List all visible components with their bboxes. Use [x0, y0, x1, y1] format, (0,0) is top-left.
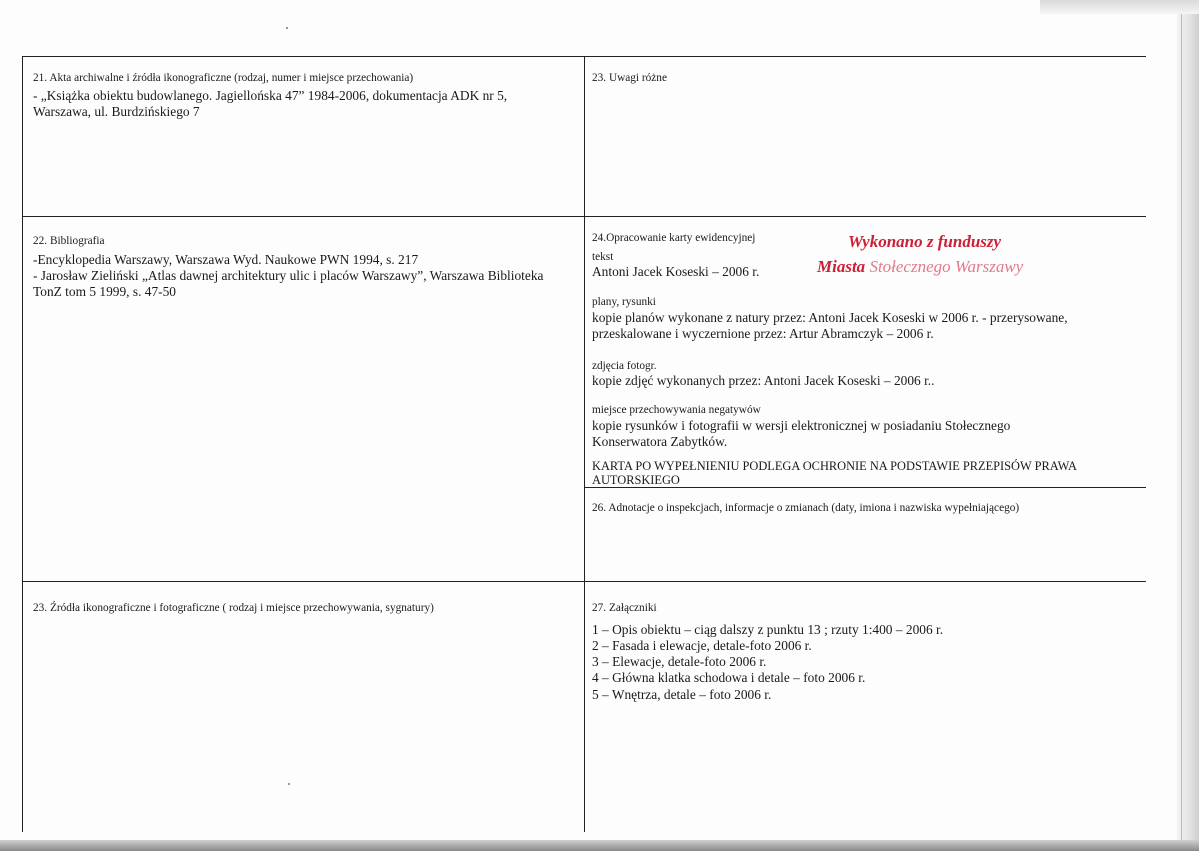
- copyright-notice-line-2: AUTORSKIEGO: [592, 473, 680, 487]
- row-divider-2: [22, 581, 1146, 582]
- funding-stamp-line-1: Wykonano z funduszy: [848, 232, 1002, 251]
- copyright-notice-line-1: KARTA PO WYPEŁNIENIU PODLEGA OCHRONIE NA PODSTAWIE PRZEPISÓW PRAWA: [592, 459, 1077, 473]
- bibliography-item-2: - Jarosław Zieliński „Atlas dawnej architektury ulic i placów Warszawy”, Warszawa Biblioteka: [33, 268, 544, 283]
- plans-line-1: kopie planów wykonane z natury przez: Antoni Jacek Koseski w 2006 r. - przerysowane,: [592, 310, 1068, 325]
- negatives-location-line-1: kopie rysunków i fotografii w wersji elektronicznej w posiadaniu Stołecznego: [592, 418, 1011, 433]
- attachment-item: 4 – Główna klatka schodowa i detale – foto 2006 r.: [592, 670, 866, 685]
- section-22-label: 22. Bibliografia: [33, 235, 105, 247]
- bibliography-item-1: -Encyklopedia Warszawy, Warszawa Wyd. Naukowe PWN 1994, s. 217: [33, 252, 419, 267]
- funding-stamp-capital: Stołecznego Warszawy: [869, 257, 1024, 276]
- negatives-location-line-2: Konserwatora Zabytków.: [592, 434, 728, 449]
- photos-value: kopie zdjęć wykonanych przez: Antoni Jacek Koseski – 2006 r..: [592, 373, 935, 388]
- bibliography-item-2-cont: TonZ tom 5 1999, s. 47-50: [33, 284, 177, 299]
- row-divider-1: [22, 216, 1146, 217]
- funding-stamp-line-2: [817, 257, 1023, 277]
- section-21-line-1: - „Książka obiektu budowlanego. Jagiellońska 47” 1984-2006, dokumentacja ADK nr 5,: [33, 88, 508, 103]
- column-divider: [584, 56, 585, 832]
- section-27-label: 27. Załączniki: [592, 602, 657, 614]
- attachment-item: 1 – Opis obiektu – ciąg dalszy z punktu 13 ; rzuty 1:400 – 2006 r.: [592, 622, 944, 637]
- negatives-location-label: miejsce przechowywania negatywów: [592, 404, 761, 416]
- page-bottom-shadow: [0, 840, 1199, 851]
- page-top-shadow: [1040, 0, 1199, 14]
- photos-label: zdjęcia fotogr.: [592, 360, 657, 372]
- section-26-label: 26. Adnotacje o inspekcjach, informacje o zmianach (daty, imiona i nazwiska wypełniającego): [592, 502, 1020, 514]
- section-23-remarks-label: 23. Uwagi różne: [592, 72, 667, 84]
- section-23-sources-label: 23. Źródła ikonograficzne i fotograficzne ( rodzaj i miejsce przechowywania, sygnatury): [33, 602, 434, 614]
- page-right-edge-line: [1181, 0, 1182, 851]
- plans-label: plany, rysunki: [592, 296, 656, 308]
- section-21-label: 21. Akta archiwalne i źródła ikonograficzne (rodzaj, numer i miejsce przechowania): [33, 72, 414, 84]
- attachment-item: 2 – Fasada i elewacje, detale-foto 2006 r.: [592, 638, 812, 653]
- table-left-border: [22, 56, 23, 832]
- attachment-item: 5 – Wnętrza, detale – foto 2006 r.: [592, 687, 772, 702]
- row-divider-26: [584, 487, 1146, 488]
- text-author-value: Antoni Jacek Koseski – 2006 r.: [592, 264, 760, 279]
- text-author-label: tekst: [592, 251, 614, 263]
- funding-stamp-city: Miasta: [817, 257, 866, 276]
- scan-speck: [288, 783, 290, 785]
- section-24-label: 24.Opracowanie karty ewidencyjnej: [592, 232, 756, 244]
- plans-line-2: przeskalowane i wyczernione przez: Artur Abramczyk – 2006 r.: [592, 326, 934, 341]
- section-21-line-2: Warszawa, ul. Burdzińskiego 7: [33, 104, 200, 119]
- attachment-item: 3 – Elewacje, detale-foto 2006 r.: [592, 654, 767, 669]
- scan-speck: [286, 27, 288, 29]
